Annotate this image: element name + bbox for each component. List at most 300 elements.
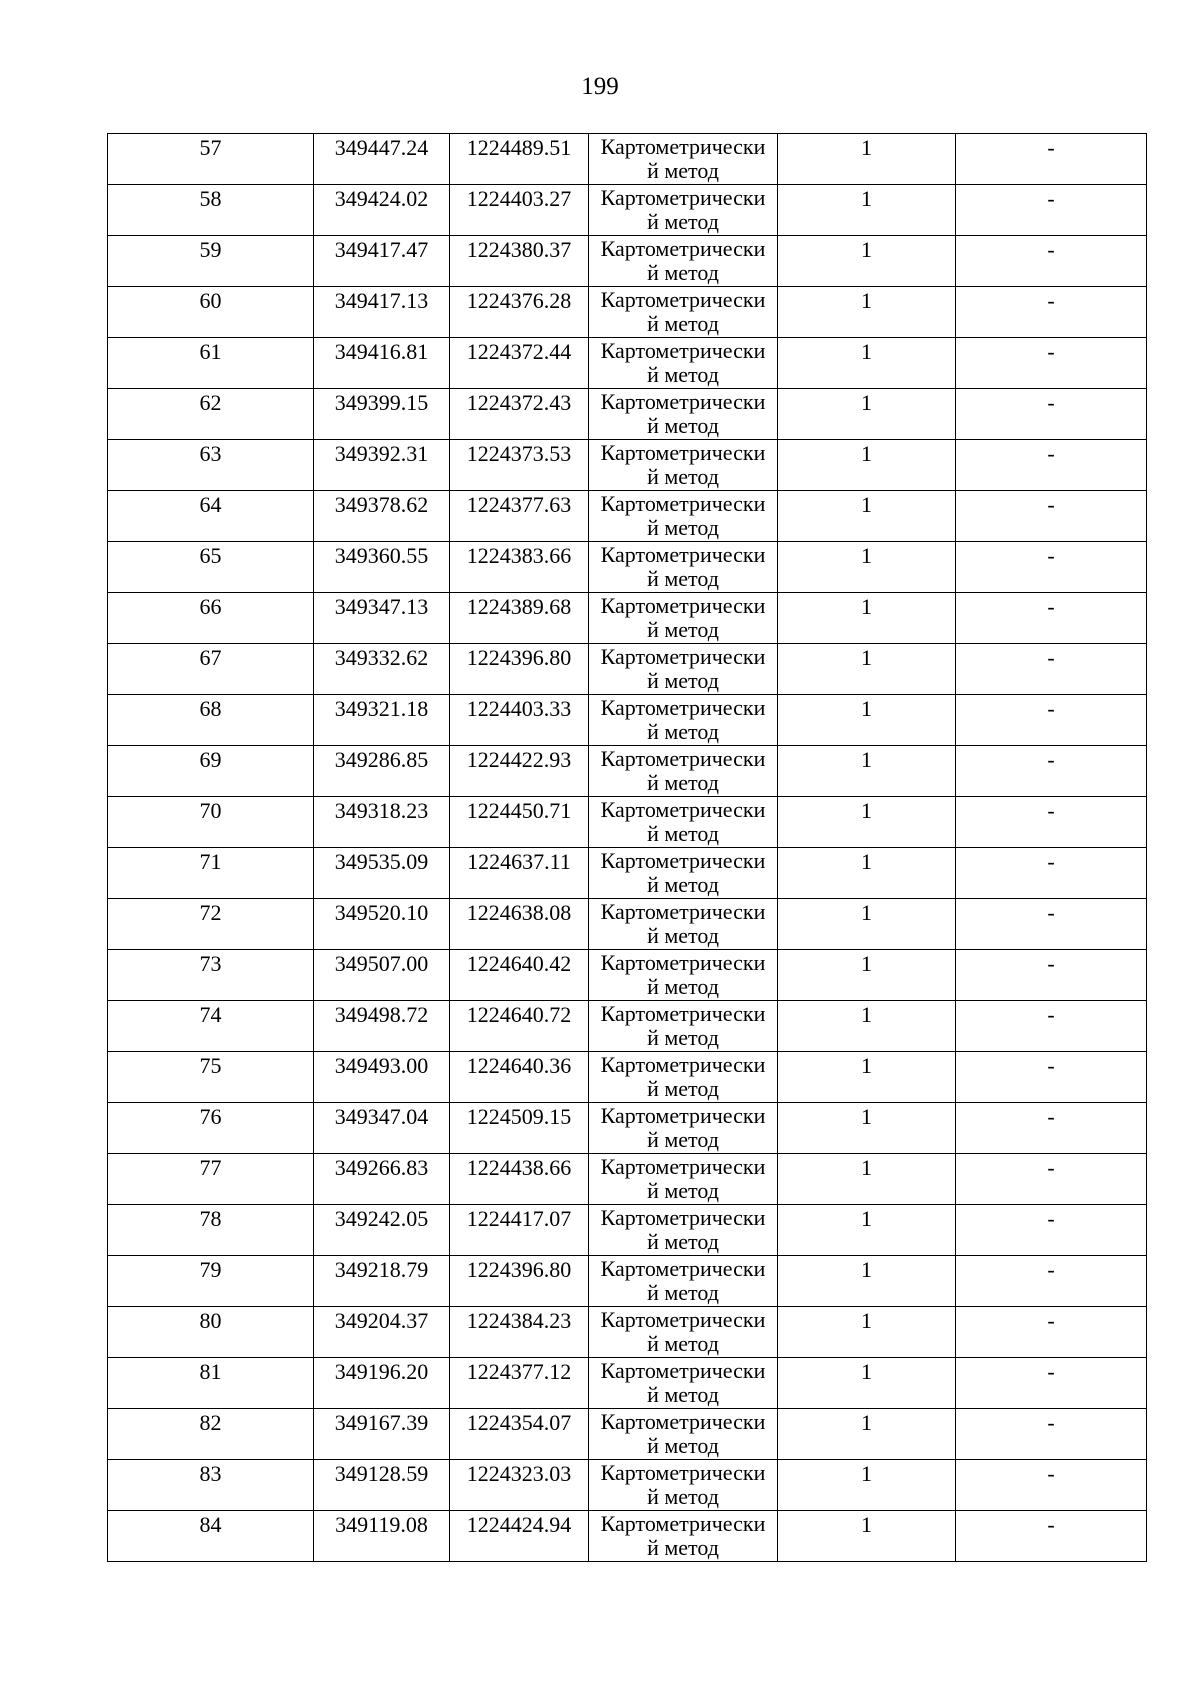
y-coordinate-cell	[450, 746, 589, 797]
x-coordinate-value: 349204.37	[334, 1308, 429, 1333]
accuracy-value: 1	[861, 696, 872, 721]
method-line-2: й метод	[647, 566, 719, 591]
x-coordinate-cell	[314, 644, 450, 695]
x-coordinate-value: 349399.15	[334, 390, 429, 415]
y-coordinate-value: 1224373.53	[466, 441, 572, 466]
method-cell	[589, 134, 778, 185]
x-coordinate-cell	[314, 1001, 450, 1052]
point-number-value: 80	[199, 1308, 222, 1333]
y-coordinate-cell	[450, 644, 589, 695]
x-coordinate-cell	[314, 1511, 450, 1562]
method-cell	[589, 491, 778, 542]
accuracy-cell	[778, 644, 956, 695]
method-text	[589, 797, 777, 846]
accuracy-cell	[778, 491, 956, 542]
table-row	[108, 797, 1147, 848]
method-line-2: й метод	[647, 1127, 719, 1152]
table-row	[108, 1103, 1147, 1154]
y-coordinate-cell	[450, 185, 589, 236]
x-coordinate-cell	[314, 338, 450, 389]
x-coordinate-cell	[314, 1154, 450, 1205]
table-row	[108, 1256, 1147, 1307]
method-line-1: Картометрически	[600, 134, 766, 159]
y-coordinate-value: 1224372.44	[466, 339, 572, 364]
table-row	[108, 1052, 1147, 1103]
accuracy-value: 1	[861, 645, 872, 670]
method-line-1: Картометрически	[600, 1409, 766, 1434]
x-coordinate-value: 349218.79	[334, 1257, 429, 1282]
accuracy-value: 1	[861, 135, 872, 160]
point-number-cell	[108, 1358, 314, 1409]
method-line-1: Картометрически	[600, 440, 766, 465]
x-coordinate-value: 349332.62	[334, 645, 429, 670]
note-cell	[956, 542, 1147, 593]
note-cell	[956, 797, 1147, 848]
x-coordinate-value: 349347.04	[334, 1104, 429, 1129]
method-line-1: Картометрически	[600, 185, 766, 210]
point-number-cell	[108, 1103, 314, 1154]
point-number-value: 81	[199, 1359, 222, 1384]
coordinates-table	[107, 133, 1147, 1562]
point-number-value: 58	[199, 186, 222, 211]
x-coordinate-cell	[314, 695, 450, 746]
point-number-cell	[108, 236, 314, 287]
table-row	[108, 848, 1147, 899]
point-number-cell	[108, 134, 314, 185]
table-row	[108, 695, 1147, 746]
accuracy-cell	[778, 1460, 956, 1511]
method-cell	[589, 899, 778, 950]
accuracy-cell	[778, 1001, 956, 1052]
point-number-cell	[108, 1205, 314, 1256]
x-coordinate-value: 349242.05	[334, 1206, 429, 1231]
x-coordinate-cell	[314, 491, 450, 542]
note-cell	[956, 134, 1147, 185]
y-coordinate-value: 1224377.12	[466, 1359, 572, 1384]
y-coordinate-value: 1224372.43	[466, 390, 572, 415]
note-value: -	[1047, 1461, 1055, 1486]
method-cell	[589, 797, 778, 848]
point-number-value: 74	[199, 1002, 222, 1027]
method-line-1: Картометрически	[600, 542, 766, 567]
y-coordinate-cell	[450, 134, 589, 185]
x-coordinate-value: 349392.31	[334, 441, 429, 466]
method-cell	[589, 1154, 778, 1205]
point-number-value: 78	[199, 1206, 222, 1231]
table-row	[108, 440, 1147, 491]
method-line-1: Картометрически	[600, 695, 766, 720]
accuracy-cell	[778, 338, 956, 389]
note-cell	[956, 695, 1147, 746]
y-coordinate-cell	[450, 899, 589, 950]
point-number-cell	[108, 1001, 314, 1052]
table-row	[108, 899, 1147, 950]
note-cell	[956, 389, 1147, 440]
table-row	[108, 542, 1147, 593]
x-coordinate-value: 349424.02	[334, 186, 429, 211]
point-number-cell	[108, 1460, 314, 1511]
point-number-value: 68	[199, 696, 222, 721]
table-row	[108, 1205, 1147, 1256]
y-coordinate-value: 1224403.27	[466, 186, 572, 211]
point-number-value: 71	[199, 849, 222, 874]
y-coordinate-cell	[450, 440, 589, 491]
method-cell	[589, 1256, 778, 1307]
method-text	[589, 389, 777, 438]
method-text	[589, 1307, 777, 1356]
accuracy-cell	[778, 950, 956, 1001]
point-number-value: 73	[199, 951, 222, 976]
note-cell	[956, 1103, 1147, 1154]
method-line-2: й метод	[647, 1484, 719, 1509]
note-cell	[956, 1460, 1147, 1511]
x-coordinate-cell	[314, 134, 450, 185]
note-cell	[956, 185, 1147, 236]
method-line-1: Картометрически	[600, 848, 766, 873]
x-coordinate-cell	[314, 1307, 450, 1358]
point-number-value: 64	[199, 492, 222, 517]
method-line-1: Картометрически	[600, 491, 766, 516]
accuracy-value: 1	[861, 849, 872, 874]
method-line-2: й метод	[647, 311, 719, 336]
method-line-1: Картометрически	[600, 1154, 766, 1179]
note-value: -	[1047, 645, 1055, 670]
note-cell	[956, 236, 1147, 287]
table-row	[108, 1511, 1147, 1562]
y-coordinate-value: 1224383.66	[466, 543, 572, 568]
accuracy-value: 1	[861, 1410, 872, 1435]
x-coordinate-cell	[314, 185, 450, 236]
method-line-1: Картометрически	[600, 1307, 766, 1332]
point-number-value: 72	[199, 900, 222, 925]
method-line-2: й метод	[647, 464, 719, 489]
accuracy-value: 1	[861, 288, 872, 313]
method-line-1: Картометрически	[600, 236, 766, 261]
note-cell	[956, 950, 1147, 1001]
coordinates-table-body	[108, 134, 1147, 1562]
note-cell	[956, 593, 1147, 644]
note-cell	[956, 1205, 1147, 1256]
point-number-value: 62	[199, 390, 222, 415]
point-number-value: 67	[199, 645, 222, 670]
accuracy-value: 1	[861, 1308, 872, 1333]
x-coordinate-value: 349417.13	[334, 288, 429, 313]
accuracy-value: 1	[861, 1002, 872, 1027]
x-coordinate-cell	[314, 287, 450, 338]
method-text	[589, 185, 777, 234]
method-cell	[589, 848, 778, 899]
y-coordinate-value: 1224640.42	[466, 951, 572, 976]
accuracy-value: 1	[861, 594, 872, 619]
note-value: -	[1047, 441, 1055, 466]
point-number-cell	[108, 695, 314, 746]
point-number-cell	[108, 1052, 314, 1103]
accuracy-value: 1	[861, 747, 872, 772]
y-coordinate-value: 1224438.66	[466, 1155, 572, 1180]
note-value: -	[1047, 1002, 1055, 1027]
y-coordinate-value: 1224638.08	[466, 900, 572, 925]
method-line-1: Картометрически	[600, 644, 766, 669]
method-line-2: й метод	[647, 209, 719, 234]
y-coordinate-value: 1224377.63	[466, 492, 572, 517]
x-coordinate-cell	[314, 1256, 450, 1307]
x-coordinate-value: 349128.59	[334, 1461, 429, 1486]
accuracy-value: 1	[861, 543, 872, 568]
accuracy-value: 1	[861, 441, 872, 466]
note-cell	[956, 338, 1147, 389]
x-coordinate-value: 349493.00	[334, 1053, 429, 1078]
point-number-cell	[108, 899, 314, 950]
y-coordinate-cell	[450, 797, 589, 848]
method-text	[589, 542, 777, 591]
y-coordinate-cell	[450, 542, 589, 593]
point-number-cell	[108, 1307, 314, 1358]
point-number-value: 77	[199, 1155, 222, 1180]
accuracy-value: 1	[861, 798, 872, 823]
method-cell	[589, 1001, 778, 1052]
method-text	[589, 440, 777, 489]
table-row	[108, 134, 1147, 185]
accuracy-cell	[778, 746, 956, 797]
point-number-cell	[108, 338, 314, 389]
method-line-1: Картометрически	[600, 899, 766, 924]
method-text	[589, 695, 777, 744]
x-coordinate-value: 349417.47	[334, 237, 429, 262]
point-number-cell	[108, 593, 314, 644]
x-coordinate-value: 349416.81	[334, 339, 429, 364]
x-coordinate-cell	[314, 1460, 450, 1511]
method-cell	[589, 440, 778, 491]
note-value: -	[1047, 798, 1055, 823]
point-number-cell	[108, 746, 314, 797]
x-coordinate-cell	[314, 1205, 450, 1256]
note-cell	[956, 746, 1147, 797]
note-value: -	[1047, 594, 1055, 619]
method-line-2: й метод	[647, 1025, 719, 1050]
accuracy-cell	[778, 440, 956, 491]
y-coordinate-cell	[450, 1511, 589, 1562]
table-row	[108, 389, 1147, 440]
method-text	[589, 1511, 777, 1560]
point-number-value: 84	[199, 1512, 222, 1537]
method-text	[589, 1001, 777, 1050]
x-coordinate-value: 349318.23	[334, 798, 429, 823]
y-coordinate-cell	[450, 1460, 589, 1511]
note-value: -	[1047, 747, 1055, 772]
y-coordinate-value: 1224389.68	[466, 594, 572, 619]
x-coordinate-cell	[314, 1409, 450, 1460]
method-cell	[589, 1052, 778, 1103]
method-text	[589, 1358, 777, 1407]
accuracy-value: 1	[861, 1512, 872, 1537]
method-line-2: й метод	[647, 770, 719, 795]
note-value: -	[1047, 288, 1055, 313]
note-value: -	[1047, 696, 1055, 721]
accuracy-cell	[778, 236, 956, 287]
point-number-cell	[108, 287, 314, 338]
method-text	[589, 1154, 777, 1203]
y-coordinate-cell	[450, 1001, 589, 1052]
accuracy-cell	[778, 1154, 956, 1205]
method-line-1: Картометрически	[600, 1511, 766, 1536]
method-cell	[589, 1307, 778, 1358]
point-number-cell	[108, 644, 314, 695]
point-number-value: 70	[199, 798, 222, 823]
accuracy-cell	[778, 1205, 956, 1256]
point-number-value: 76	[199, 1104, 222, 1129]
note-cell	[956, 287, 1147, 338]
method-line-2: й метод	[647, 362, 719, 387]
y-coordinate-value: 1224637.11	[467, 849, 571, 874]
point-number-value: 61	[199, 339, 222, 364]
x-coordinate-cell	[314, 746, 450, 797]
table-row	[108, 338, 1147, 389]
note-value: -	[1047, 1053, 1055, 1078]
method-cell	[589, 185, 778, 236]
x-coordinate-value: 349286.85	[334, 747, 429, 772]
y-coordinate-cell	[450, 338, 589, 389]
method-line-2: й метод	[647, 1382, 719, 1407]
table-row	[108, 236, 1147, 287]
method-line-2: й метод	[647, 1280, 719, 1305]
x-coordinate-cell	[314, 797, 450, 848]
accuracy-value: 1	[861, 951, 872, 976]
method-line-2: й метод	[647, 1076, 719, 1101]
point-number-value: 69	[199, 747, 222, 772]
x-coordinate-value: 349119.08	[335, 1512, 428, 1537]
note-cell	[956, 1358, 1147, 1409]
note-value: -	[1047, 186, 1055, 211]
accuracy-cell	[778, 1358, 956, 1409]
y-coordinate-value: 1224422.93	[466, 747, 572, 772]
y-coordinate-value: 1224384.23	[466, 1308, 572, 1333]
method-text	[589, 644, 777, 693]
x-coordinate-cell	[314, 848, 450, 899]
y-coordinate-cell	[450, 1103, 589, 1154]
method-line-2: й метод	[647, 260, 719, 285]
x-coordinate-cell	[314, 236, 450, 287]
note-value: -	[1047, 135, 1055, 160]
method-text	[589, 134, 777, 183]
note-cell	[956, 1052, 1147, 1103]
y-coordinate-cell	[450, 389, 589, 440]
accuracy-value: 1	[861, 186, 872, 211]
accuracy-value: 1	[861, 1053, 872, 1078]
method-cell	[589, 1103, 778, 1154]
method-line-1: Картометрически	[600, 1103, 766, 1128]
accuracy-value: 1	[861, 1104, 872, 1129]
y-coordinate-cell	[450, 491, 589, 542]
method-cell	[589, 1511, 778, 1562]
method-cell	[589, 338, 778, 389]
method-line-2: й метод	[647, 1331, 719, 1356]
method-cell	[589, 389, 778, 440]
x-coordinate-value: 349321.18	[334, 696, 429, 721]
point-number-value: 79	[199, 1257, 222, 1282]
note-value: -	[1047, 900, 1055, 925]
y-coordinate-cell	[450, 950, 589, 1001]
x-coordinate-value: 349520.10	[334, 900, 429, 925]
method-cell	[589, 695, 778, 746]
x-coordinate-cell	[314, 593, 450, 644]
x-coordinate-value: 349447.24	[334, 135, 429, 160]
y-coordinate-cell	[450, 1409, 589, 1460]
note-value: -	[1047, 390, 1055, 415]
note-cell	[956, 1511, 1147, 1562]
point-number-cell	[108, 491, 314, 542]
x-coordinate-value: 349347.13	[334, 594, 429, 619]
table-row	[108, 491, 1147, 542]
method-line-1: Картометрически	[600, 338, 766, 363]
method-line-2: й метод	[647, 515, 719, 540]
accuracy-cell	[778, 1511, 956, 1562]
method-line-1: Картометрически	[600, 746, 766, 771]
x-coordinate-cell	[314, 1103, 450, 1154]
method-line-1: Картометрически	[600, 950, 766, 975]
note-cell	[956, 848, 1147, 899]
method-text	[589, 1052, 777, 1101]
method-line-2: й метод	[647, 872, 719, 897]
method-line-2: й метод	[647, 668, 719, 693]
x-coordinate-value: 349535.09	[334, 849, 429, 874]
y-coordinate-cell	[450, 1307, 589, 1358]
method-line-2: й метод	[647, 719, 719, 744]
accuracy-cell	[778, 542, 956, 593]
note-value: -	[1047, 1206, 1055, 1231]
point-number-cell	[108, 542, 314, 593]
note-value: -	[1047, 237, 1055, 262]
note-cell	[956, 491, 1147, 542]
accuracy-cell	[778, 899, 956, 950]
point-number-value: 60	[199, 288, 222, 313]
method-cell	[589, 542, 778, 593]
y-coordinate-cell	[450, 236, 589, 287]
accuracy-cell	[778, 1103, 956, 1154]
point-number-value: 65	[199, 543, 222, 568]
method-text	[589, 338, 777, 387]
point-number-cell	[108, 185, 314, 236]
method-text	[589, 593, 777, 642]
accuracy-cell	[778, 185, 956, 236]
method-text	[589, 1205, 777, 1254]
y-coordinate-cell	[450, 695, 589, 746]
note-value: -	[1047, 1257, 1055, 1282]
accuracy-value: 1	[861, 390, 872, 415]
x-coordinate-cell	[314, 1052, 450, 1103]
accuracy-cell	[778, 1052, 956, 1103]
x-coordinate-value: 349507.00	[334, 951, 429, 976]
method-cell	[589, 1205, 778, 1256]
x-coordinate-value: 349196.20	[334, 1359, 429, 1384]
accuracy-cell	[778, 389, 956, 440]
note-cell	[956, 899, 1147, 950]
method-line-1: Картометрически	[600, 593, 766, 618]
method-cell	[589, 644, 778, 695]
x-coordinate-cell	[314, 950, 450, 1001]
y-coordinate-cell	[450, 287, 589, 338]
note-cell	[956, 1154, 1147, 1205]
method-line-2: й метод	[647, 1535, 719, 1560]
method-cell	[589, 1358, 778, 1409]
method-line-2: й метод	[647, 923, 719, 948]
y-coordinate-cell	[450, 1205, 589, 1256]
y-coordinate-value: 1224509.15	[466, 1104, 572, 1129]
note-value: -	[1047, 339, 1055, 364]
note-value: -	[1047, 849, 1055, 874]
x-coordinate-cell	[314, 542, 450, 593]
point-number-value: 82	[199, 1410, 222, 1435]
method-line-2: й метод	[647, 974, 719, 999]
